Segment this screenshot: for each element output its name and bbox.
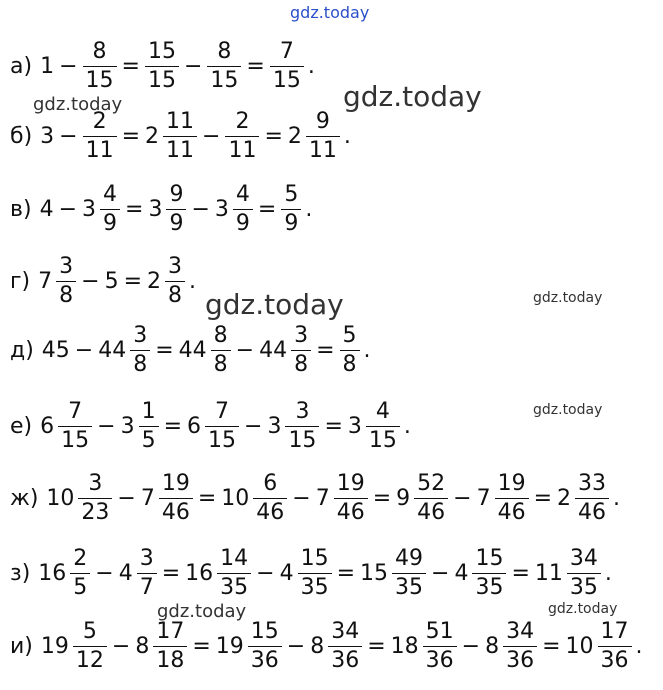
whole-part: 2 xyxy=(287,123,302,149)
whole-part: 10 xyxy=(565,633,594,659)
denominator: 9 xyxy=(166,209,186,235)
watermark-text: gdz.today xyxy=(290,3,370,22)
mixed-number xyxy=(358,545,428,600)
whole-part: 44 xyxy=(98,337,127,363)
solution-row xyxy=(10,249,198,313)
denominator: 15 xyxy=(58,426,92,452)
fraction xyxy=(334,470,368,525)
denominator: 15 xyxy=(83,66,117,92)
numerator: 5 xyxy=(82,618,97,644)
numerator: 2 xyxy=(73,545,88,571)
numerator: 3 xyxy=(88,470,103,496)
fraction xyxy=(83,108,117,163)
fraction xyxy=(298,545,332,600)
denominator: 35 xyxy=(567,573,601,599)
denominator: 36 xyxy=(248,646,282,672)
whole-part: 3 xyxy=(267,413,282,439)
operator: = xyxy=(533,485,553,511)
numerator: 11 xyxy=(166,108,195,134)
whole-part: 2 xyxy=(557,485,572,511)
operator: = xyxy=(336,560,356,586)
operator: = xyxy=(316,337,335,363)
operator: = xyxy=(197,485,217,511)
numerator: 17 xyxy=(600,618,629,644)
operator: = xyxy=(264,123,283,149)
whole-part: 3 xyxy=(120,413,135,439)
operator: = xyxy=(121,53,140,79)
denominator: 11 xyxy=(83,136,117,162)
number: 3 xyxy=(40,123,55,149)
fraction xyxy=(225,108,259,163)
fraction xyxy=(207,38,241,93)
whole-part: 3 xyxy=(148,196,163,222)
numerator: 6 xyxy=(263,470,278,496)
item-label: з) xyxy=(10,560,31,586)
fraction xyxy=(285,398,319,453)
operator: − xyxy=(461,633,481,659)
numerator: 8 xyxy=(92,38,107,64)
whole-part: 4 xyxy=(454,560,469,586)
operator: − xyxy=(117,485,136,511)
denominator: 15 xyxy=(145,66,179,92)
mixed-number xyxy=(38,398,94,453)
whole-part: 3 xyxy=(347,413,362,439)
fraction xyxy=(159,470,193,525)
number: . xyxy=(307,53,315,79)
fraction xyxy=(217,545,251,600)
numerator: 15 xyxy=(250,618,279,644)
denominator: 11 xyxy=(163,136,197,162)
fraction xyxy=(58,398,92,453)
whole-part: 3 xyxy=(82,196,96,222)
fraction xyxy=(163,108,197,163)
numerator: 3 xyxy=(294,322,309,348)
numerator: 15 xyxy=(147,38,176,64)
denominator: 35 xyxy=(392,573,426,599)
denominator: 8 xyxy=(165,281,185,307)
numerator: 3 xyxy=(168,253,183,279)
operator: − xyxy=(74,337,94,363)
solution-row xyxy=(10,466,622,530)
numerator: 2 xyxy=(235,108,250,134)
denominator: 15 xyxy=(205,426,239,452)
numerator: 15 xyxy=(300,545,329,571)
watermark-text: gdz.today xyxy=(533,290,603,306)
numerator: 19 xyxy=(161,470,190,496)
numerator: 9 xyxy=(169,181,184,207)
fraction xyxy=(575,470,609,525)
denominator: 15 xyxy=(270,66,304,92)
numerator: 3 xyxy=(59,253,74,279)
whole-part: 10 xyxy=(46,485,75,511)
whole-part: 10 xyxy=(221,485,250,511)
whole-part: 16 xyxy=(38,560,67,586)
fraction xyxy=(392,545,426,600)
item-label: б) xyxy=(10,123,33,149)
numerator: 3 xyxy=(295,398,310,424)
operator: − xyxy=(97,413,116,439)
operator: = xyxy=(123,268,143,294)
numerator: 33 xyxy=(578,470,607,496)
mixed-number xyxy=(36,253,78,308)
number: . xyxy=(613,485,621,511)
fraction xyxy=(423,618,457,673)
mixed-number xyxy=(308,618,364,673)
numerator: 4 xyxy=(103,181,117,207)
fraction xyxy=(211,322,231,377)
denominator: 9 xyxy=(100,209,120,235)
whole-part: 44 xyxy=(259,337,288,363)
fraction xyxy=(100,181,120,236)
whole-part: 2 xyxy=(145,123,160,149)
whole-part: 11 xyxy=(534,560,563,586)
denominator: 15 xyxy=(207,66,241,92)
numerator: 3 xyxy=(139,545,154,571)
denominator: 35 xyxy=(472,573,506,599)
numerator: 3 xyxy=(133,322,148,348)
solution-row xyxy=(10,541,614,605)
solution-row xyxy=(10,394,413,458)
mixed-number xyxy=(143,108,199,163)
mixed-number xyxy=(346,398,402,453)
whole-part: 15 xyxy=(360,560,389,586)
fraction xyxy=(306,108,340,163)
mixed-number xyxy=(177,322,233,377)
number: 45 xyxy=(41,337,70,363)
mixed-number xyxy=(475,470,531,525)
operator: = xyxy=(372,485,392,511)
mixed-number xyxy=(36,545,92,600)
operator: = xyxy=(246,53,265,79)
number: . xyxy=(363,337,371,363)
mixed-number xyxy=(44,470,114,525)
number: . xyxy=(343,123,351,149)
denominator: 8 xyxy=(340,350,360,376)
operator: − xyxy=(431,560,450,586)
fraction xyxy=(248,618,282,673)
numerator: 14 xyxy=(220,545,249,571)
fraction xyxy=(503,618,537,673)
number: 5 xyxy=(104,268,119,294)
numerator: 5 xyxy=(284,181,299,207)
operator: − xyxy=(453,485,472,511)
whole-part: 6 xyxy=(187,413,201,439)
fraction xyxy=(567,545,601,600)
whole-part: 7 xyxy=(476,485,491,511)
whole-part: 4 xyxy=(118,560,133,586)
operator: − xyxy=(244,413,263,439)
numerator: 4 xyxy=(235,181,250,207)
whole-part: 16 xyxy=(185,560,214,586)
numerator: 7 xyxy=(279,38,294,64)
numerator: 52 xyxy=(417,470,446,496)
watermark-text: gdz.today xyxy=(548,601,618,617)
mixed-number xyxy=(265,398,321,453)
mixed-number xyxy=(119,398,161,453)
denominator: 9 xyxy=(281,209,301,235)
operator: − xyxy=(235,337,255,363)
whole-part: 9 xyxy=(396,485,411,511)
whole-part: 3 xyxy=(214,196,229,222)
whole-part: 18 xyxy=(390,633,419,659)
denominator: 46 xyxy=(414,498,448,524)
item-label: д) xyxy=(10,337,34,363)
operator: = xyxy=(161,560,181,586)
denominator: 8 xyxy=(211,350,231,376)
number: . xyxy=(604,560,612,586)
denominator: 18 xyxy=(153,646,187,672)
operator: = xyxy=(192,633,211,659)
denominator: 11 xyxy=(306,136,340,162)
denominator: 5 xyxy=(70,573,90,599)
mixed-number xyxy=(394,470,450,525)
numerator: 49 xyxy=(395,545,424,571)
numerator: 9 xyxy=(315,108,330,134)
denominator: 23 xyxy=(78,498,112,524)
whole-part: 19 xyxy=(215,633,244,659)
number: . xyxy=(403,413,411,439)
numerator: 34 xyxy=(506,618,535,644)
mixed-number xyxy=(564,618,634,673)
fraction xyxy=(139,398,159,453)
fraction xyxy=(145,38,179,93)
numerator: 7 xyxy=(215,398,229,424)
fraction xyxy=(340,322,360,377)
whole-part: 8 xyxy=(310,633,325,659)
fraction xyxy=(414,470,448,525)
solution-row xyxy=(10,614,645,678)
fraction xyxy=(153,618,187,673)
numerator: 4 xyxy=(375,398,390,424)
operator: = xyxy=(511,560,530,586)
mixed-number xyxy=(286,108,342,163)
number: 4 xyxy=(39,196,54,222)
mixed-number xyxy=(117,545,159,600)
operator: − xyxy=(81,268,100,294)
whole-part: 7 xyxy=(315,485,330,511)
fraction xyxy=(472,545,506,600)
operator: = xyxy=(163,413,182,439)
whole-part: 2 xyxy=(147,268,162,294)
operator: − xyxy=(58,196,77,222)
denominator: 9 xyxy=(233,209,253,235)
denominator: 46 xyxy=(334,498,368,524)
mixed-number xyxy=(278,545,334,600)
operator: − xyxy=(183,53,203,79)
fraction xyxy=(166,181,186,236)
mixed-number xyxy=(219,470,289,525)
numerator: 19 xyxy=(336,470,365,496)
fraction xyxy=(598,618,632,673)
numerator: 8 xyxy=(213,322,228,348)
denominator: 7 xyxy=(137,573,157,599)
mixed-number xyxy=(389,618,459,673)
operator: − xyxy=(191,196,210,222)
solution-row xyxy=(10,318,373,382)
fraction xyxy=(495,470,529,525)
watermark-text: gdz.today xyxy=(205,288,344,321)
mixed-number xyxy=(139,470,195,525)
mixed-number xyxy=(96,322,152,377)
fraction xyxy=(78,470,112,525)
solution-row xyxy=(10,177,314,241)
fraction xyxy=(56,253,76,308)
whole-part: 6 xyxy=(40,413,55,439)
operator: − xyxy=(95,560,114,586)
denominator: 8 xyxy=(291,350,311,376)
whole-part: 44 xyxy=(178,337,207,363)
whole-part: 4 xyxy=(279,560,294,586)
mixed-number xyxy=(80,181,122,236)
whole-part: 8 xyxy=(485,633,500,659)
operator: = xyxy=(324,413,343,439)
operator: − xyxy=(286,633,306,659)
fraction xyxy=(83,38,117,93)
fraction xyxy=(328,618,362,673)
numerator: 34 xyxy=(331,618,360,644)
fraction xyxy=(70,545,90,600)
numerator: 34 xyxy=(569,545,598,571)
mixed-number xyxy=(533,545,603,600)
fraction xyxy=(366,398,400,453)
operator: = xyxy=(257,196,277,222)
fraction xyxy=(233,181,253,236)
fraction xyxy=(270,38,304,93)
denominator: 46 xyxy=(159,498,193,524)
mixed-number xyxy=(145,253,187,308)
number: . xyxy=(305,196,313,222)
watermark-text: gdz.today xyxy=(33,94,123,115)
operator: − xyxy=(111,633,131,659)
denominator: 46 xyxy=(575,498,609,524)
operator: = xyxy=(367,633,386,659)
item-label: г) xyxy=(10,268,31,294)
denominator: 15 xyxy=(366,426,400,452)
mixed-number xyxy=(214,618,284,673)
numerator: 5 xyxy=(342,322,357,348)
number: . xyxy=(635,633,643,659)
operator: − xyxy=(202,123,221,149)
mixed-number xyxy=(257,322,313,377)
mixed-number xyxy=(185,398,241,453)
mixed-number xyxy=(452,545,508,600)
operator: − xyxy=(59,123,78,149)
number: . xyxy=(189,268,197,294)
watermark-text: gdz.today xyxy=(343,80,482,113)
denominator: 36 xyxy=(503,646,537,672)
item-label: ж) xyxy=(10,485,39,511)
operator: = xyxy=(121,123,141,149)
fraction xyxy=(130,322,150,377)
mixed-number xyxy=(483,618,539,673)
fraction xyxy=(281,181,301,236)
mixed-number xyxy=(133,618,189,673)
denominator: 46 xyxy=(253,498,287,524)
operator: − xyxy=(292,485,311,511)
numerator: 2 xyxy=(92,108,107,134)
denominator: 8 xyxy=(56,281,76,307)
item-label: в) xyxy=(10,196,32,222)
whole-part: 19 xyxy=(40,633,69,659)
fraction xyxy=(165,253,185,308)
denominator: 46 xyxy=(495,498,529,524)
denominator: 36 xyxy=(328,646,362,672)
numerator: 8 xyxy=(217,38,232,64)
mixed-number xyxy=(314,470,370,525)
denominator: 36 xyxy=(423,646,457,672)
denominator: 35 xyxy=(217,573,251,599)
number: 1 xyxy=(40,53,55,79)
fraction xyxy=(291,322,311,377)
denominator: 8 xyxy=(130,350,150,376)
solution-row xyxy=(10,34,317,98)
item-label: е) xyxy=(10,413,33,439)
denominator: 11 xyxy=(225,136,259,162)
watermark-text: gdz.today xyxy=(157,601,247,622)
mixed-number xyxy=(213,181,255,236)
operator: = xyxy=(155,337,174,363)
fraction xyxy=(137,545,157,600)
operator: = xyxy=(542,633,561,659)
mixed-number xyxy=(555,470,611,525)
item-label: и) xyxy=(10,633,33,659)
whole-part: 7 xyxy=(140,485,155,511)
whole-part: 8 xyxy=(135,633,150,659)
watermark-text: gdz.today xyxy=(533,402,603,418)
numerator: 51 xyxy=(425,618,454,644)
denominator: 35 xyxy=(298,573,332,599)
mixed-number xyxy=(146,181,188,236)
item-label: а) xyxy=(10,53,33,79)
mixed-number xyxy=(39,618,109,673)
fraction xyxy=(205,398,239,453)
numerator: 1 xyxy=(141,398,156,424)
operator: − xyxy=(59,53,78,79)
denominator: 15 xyxy=(285,426,319,452)
numerator: 7 xyxy=(68,398,83,424)
denominator: 36 xyxy=(598,646,632,672)
fraction xyxy=(73,618,107,673)
numerator: 19 xyxy=(497,470,526,496)
operator: = xyxy=(125,196,144,222)
fraction xyxy=(253,470,287,525)
denominator: 12 xyxy=(73,646,107,672)
whole-part: 7 xyxy=(38,268,53,294)
numerator: 15 xyxy=(475,545,504,571)
mixed-number xyxy=(183,545,253,600)
numerator: 17 xyxy=(156,618,185,644)
denominator: 5 xyxy=(139,426,159,452)
operator: − xyxy=(256,560,275,586)
